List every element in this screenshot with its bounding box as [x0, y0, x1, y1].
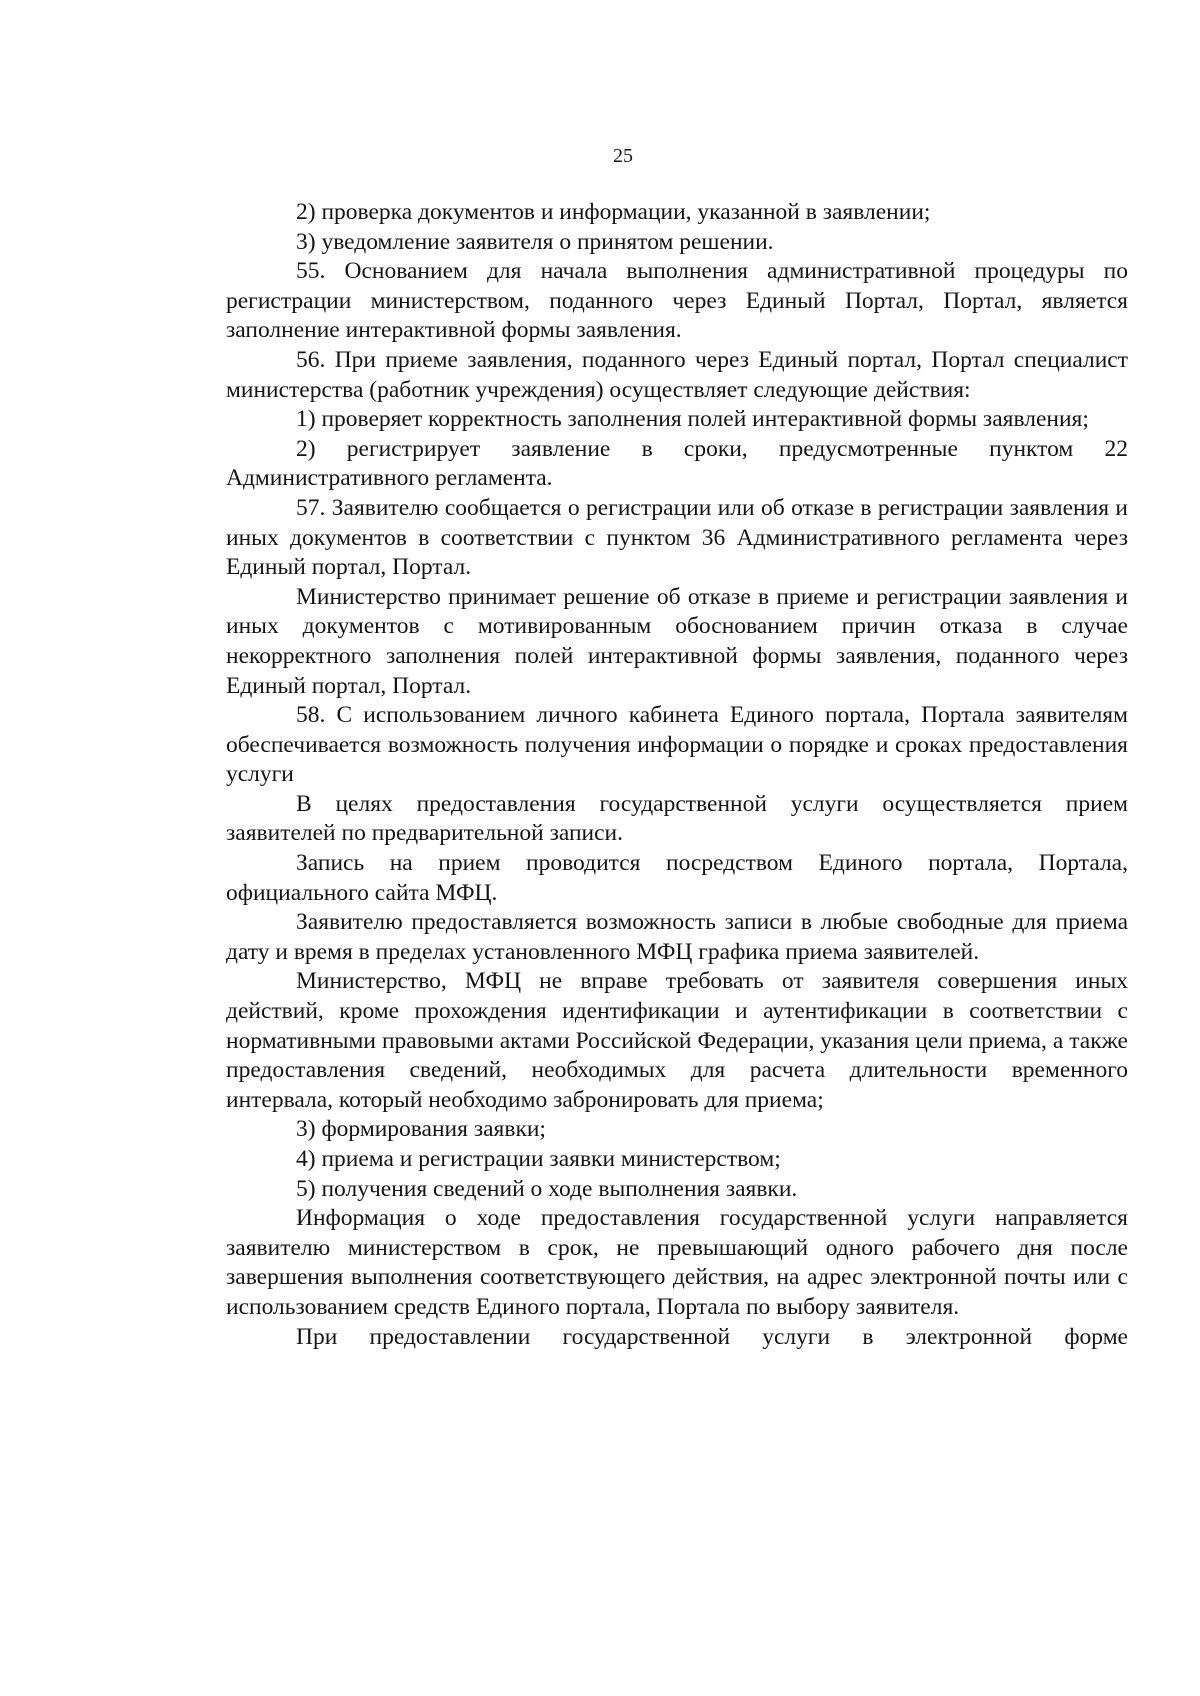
paragraph-13: Министерство, МФЦ не вправе требовать от заявителя совершения иных действий, кроме прохождения идентификации и аутентификации в соответствии с нормативными правовыми актами Российской Федерации, указания цели приема, а также предоставления сведений, необходимых для расчета длительности временного интервала, который необходимо забронировать для приема; [226, 968, 1128, 1113]
paragraph-4: 56. При приеме заявления, поданного через Единый портал, Портал специалист министерства (работник учреждения) осуществляет следующие действия: [226, 346, 1128, 403]
paragraph-12: Заявителю предоставляется возможность записи в любые свободные для приема дату и время в пределах установленного МФЦ графика приема заявителей. [226, 909, 1128, 965]
paragraph-6: 2) регистрирует заявление в сроки, предусмотренные пунктом 22 Административного регламента. [226, 435, 1128, 492]
paragraph-5: 1) проверяет корректность заполнения полей интерактивной формы заявления; [296, 406, 1089, 433]
paragraph-10: В целях предоставления государственной услуги осуществляется прием заявителей по предварительной записи. [226, 790, 1128, 847]
paragraph-2: 3) уведомление заявителя о принятом решении. [296, 228, 774, 255]
paragraph-14: 3) формирования заявки; [296, 1116, 546, 1143]
paragraph-9: 58. С использованием личного кабинета Единого портала, Портала заявителям обеспечивается возможность получения информации о порядке и сроках предоставления услуги [226, 702, 1128, 788]
paragraph-15: 4) приема и регистрации заявки министерством; [296, 1146, 781, 1172]
paragraph-17: Информация о ходе предоставления государственной услуги направляется заявителю министерством в срок, не превышающий одного рабочего дня после завершения выполнения соответствующего действия, на адрес электронной почты или с использованием средств Единого портала, Портала по выбору заявителя. [226, 1205, 1128, 1320]
page-number: 25 [613, 145, 633, 167]
paragraph-7: 57. Заявителю сообщается о регистрации или об отказе в регистрации заявления и иных документов в соответствии с пунктом 36 Административного регламента через Единый портал, Портал. [226, 494, 1128, 581]
paragraph-1: 2) проверка документов и информации, указанной в заявлении; [296, 199, 931, 225]
paragraph-11: Запись на прием проводится посредством Единого портала, Портала, официального сайта МФЦ. [226, 850, 1128, 906]
paragraph-3: 55. Основанием для начала выполнения административной процедуры по регистрации министерством, поданного через Единый Портал, Портал, является заполнение интерактивной формы заявления. [226, 258, 1128, 344]
paragraph-8: Министерство принимает решение об отказе в приеме и регистрации заявления и иных документов с мотивированным обоснованием причин отказа в случае некорректного заполнения полей интерактивной формы заявления, поданного через Единый портал, Портал. [226, 583, 1128, 699]
paragraph-18: При предоставлении государственной услуги в электронной форме [296, 1323, 1128, 1350]
document-body [226, 198, 1128, 1352]
paragraph-16: 5) получения сведений о ходе выполнения заявки. [296, 1175, 798, 1202]
